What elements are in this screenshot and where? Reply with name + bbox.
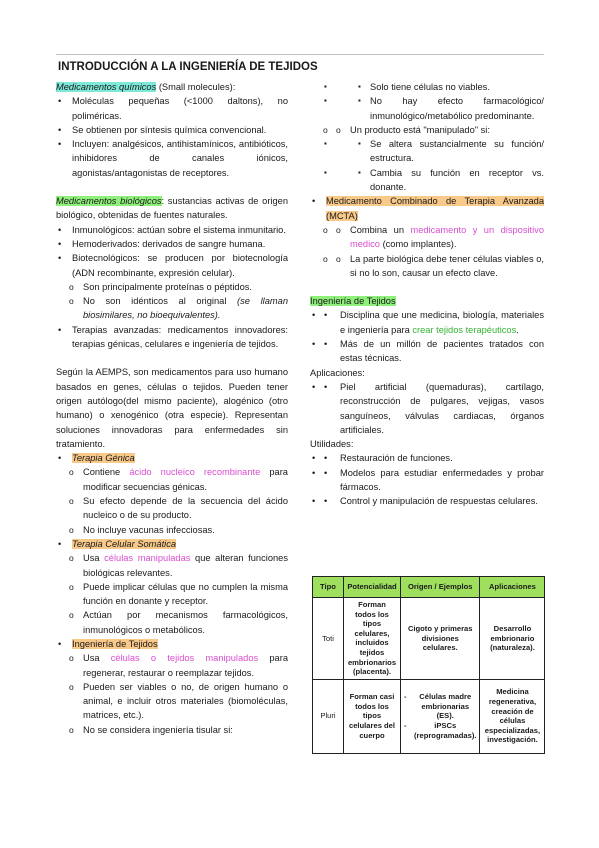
table-header-row	[313, 577, 545, 598]
list-item: • Biotecnológicos: se producen por biotecnología (ADN recombinante, expresión celular).	[56, 251, 288, 280]
top-divider	[56, 54, 544, 55]
terapias-list	[56, 451, 288, 737]
list-item: • Se obtienen por síntesis química convencional.	[56, 123, 288, 137]
table-cell: Cigoto y primeras divisiones celulares.	[401, 598, 480, 680]
biologicos-highlight: Medicamentos biológicos	[56, 196, 162, 207]
celular-heading: Terapia Celular Somática	[72, 538, 177, 549]
sub-sub-list-item: ▪ ▪ No hay efecto farmacológico/ inmunológico/metabólico predominante.	[310, 94, 544, 123]
sub-list-item: o No se considera ingeniería tisular si:	[56, 723, 288, 737]
aemps-paragraph: Según la AEMPS, son medicamentos para uso humano basados en genes, células o tejidos. Pueden tener origen autólogo(del mismo paciente), alogénico (otro humano) o xenogénico (otra especie). Representan soluciones innovadoras para enfermedades sin tratamiento.	[56, 367, 288, 449]
sub-list-item: o No incluye vacunas infecciosas.	[56, 523, 288, 537]
mcta-heading: Medicamento Combinado de Terapia Avanzada (MCTA)	[326, 196, 544, 221]
table-cell	[401, 679, 480, 753]
page-title: INTRODUCCIÓN A LA INGENIERÍA DE TEJIDOS	[58, 61, 318, 73]
right-column	[310, 80, 544, 509]
sub-list-item: o Pueden ser viables o no, de origen humano o animal, e incluir otros materiales (biomoléculas, matrices, etc.).	[56, 680, 288, 723]
list-item: • • Más de un millón de pacientes tratados con estas técnicas.	[310, 337, 544, 366]
table-header: Tipo	[313, 577, 344, 598]
quimicos-list	[56, 94, 288, 180]
table-cell: Forman todos los tipos celulares, incluidos tejidos embrionarios (placenta).	[344, 598, 401, 680]
sub-list-item: o Contiene ácido nucleico recombinante para modificar secuencias génicas.	[56, 465, 288, 494]
table-header: Aplicaciones	[480, 577, 545, 598]
list-item: • • Piel artificial (quemaduras), cartílago, reconstrucción de pulgares, vejigas, vasos sanguíneos, válvulas cardiacas, órganos artificiales.	[310, 380, 544, 437]
sub-list-item: o Son principalmente proteínas o péptidos.	[56, 280, 288, 294]
sub-list-item: o Su efecto depende de la secuencia del ácido nucleico o de su producto.	[56, 494, 288, 523]
aplicaciones-label: Aplicaciones:	[310, 367, 365, 378]
sub-list-item: o Actúan por mecanismos farmacológicos, inmunológicos o metabólicos.	[56, 608, 288, 637]
sub-list-item: o Usa células manipuladas que alteran funciones biológicas relevantes.	[56, 551, 288, 580]
continuation-list	[310, 80, 544, 194]
table-header: Origen / Ejemplos	[401, 577, 480, 598]
utilidades-label: Utilidades:	[310, 439, 354, 450]
list-item: • Moléculas pequeñas (<1000 daltons), no poliméricas.	[56, 94, 288, 123]
mcta-list	[310, 194, 544, 280]
sub-list-item: o o Un producto está "manipulado" si:	[310, 123, 544, 137]
sub-list-item: o o La parte biológica debe tener células viables o, si no lo son, causar un efecto clave.	[310, 252, 544, 281]
table-row	[313, 679, 545, 753]
list-item: • • Restauración de funciones.	[310, 451, 544, 465]
ingenieria-heading: Ingeniería de Tejidos	[72, 638, 158, 649]
sub-list-item: o Puede implicar células que no cumplen la misma función en donante y receptor.	[56, 580, 288, 609]
quimicos-highlight: Medicamentos químicos	[56, 82, 157, 92]
table-cell: Desarrollo embrionario (naturaleza).	[480, 598, 545, 680]
biologicos-list	[56, 223, 288, 352]
table-cell: Medicina regenerativa, creación de células especializadas, investigación.	[480, 679, 545, 753]
left-column	[56, 80, 288, 737]
list-item	[56, 451, 288, 465]
list-item	[56, 537, 288, 551]
sub-sub-list-item: ▪ ▪ Se altera sustancialmente su función/ estructura.	[310, 137, 544, 166]
biologicos-tail: : sustancias activas de origen biológico, obtenidas de fuentes naturales.	[56, 196, 288, 221]
list-item: • Inmunológicos: actúan sobre el sistema inmunitario.	[56, 223, 288, 237]
table-header: Potencialidad	[344, 577, 401, 598]
table-row	[313, 598, 545, 680]
sub-list-item: o Usa células o tejidos manipulados para regenerar, restaurar o reemplazar tejidos.	[56, 651, 288, 680]
list-item	[310, 194, 544, 223]
list-item: • • Disciplina que une medicina, biología, materiales e ingeniería para crear tejidos terapéuticos.	[310, 308, 544, 337]
sub-list-item: o No son idénticos al original (se llaman biosimilares, no bioequivalentes).	[56, 294, 288, 323]
table-cell: Forman casi todos los tipos celulares del cuerpo	[344, 679, 401, 753]
sub-sub-list-item: ▪ ▪ Cambia su función en receptor vs. donante.	[310, 166, 544, 195]
quimicos-tail: (Small molecules):	[156, 82, 236, 92]
stem-cell-table	[312, 576, 545, 754]
quimicos-heading	[56, 80, 288, 94]
sub-sub-list-item: ▪ ▪ Solo tiene células no viables.	[310, 80, 544, 94]
list-item: - Células madre embrionarias (ES).	[404, 692, 476, 721]
list-item: • Terapias avanzadas: medicamentos innovadores: terapias génicas, celulares e ingeniería de tejidos.	[56, 323, 288, 352]
list-item	[56, 637, 288, 651]
genica-heading: Terapia Génica	[72, 453, 135, 464]
list-item: • Hemoderivados: derivados de sangre humana.	[56, 237, 288, 251]
table-cell: Pluri	[313, 679, 344, 753]
list-item: - iPSCs (reprogramadas).	[404, 721, 476, 740]
utilidades-list	[310, 451, 544, 508]
list-item: • • Control y manipulación de respuestas celulares.	[310, 494, 544, 508]
aplicaciones-list	[310, 380, 544, 437]
ingenieria-tejidos-heading: Ingeniería de Tejidos	[310, 296, 396, 307]
list-item: • • Modelos para estudiar enfermedades y probar fármacos.	[310, 466, 544, 495]
ingenieria-tejidos-list	[310, 308, 544, 365]
list-item: • Incluyen: analgésicos, antihistamínicos, antibióticos, inhibidores de canales iónicos, agonistas/antagonistas de receptores.	[56, 137, 288, 180]
sub-list-item: o o Combina un medicamento y un dispositivo medico (como implantes).	[310, 223, 544, 252]
table-cell: Toti	[313, 598, 344, 680]
biologicos-heading	[56, 194, 288, 223]
